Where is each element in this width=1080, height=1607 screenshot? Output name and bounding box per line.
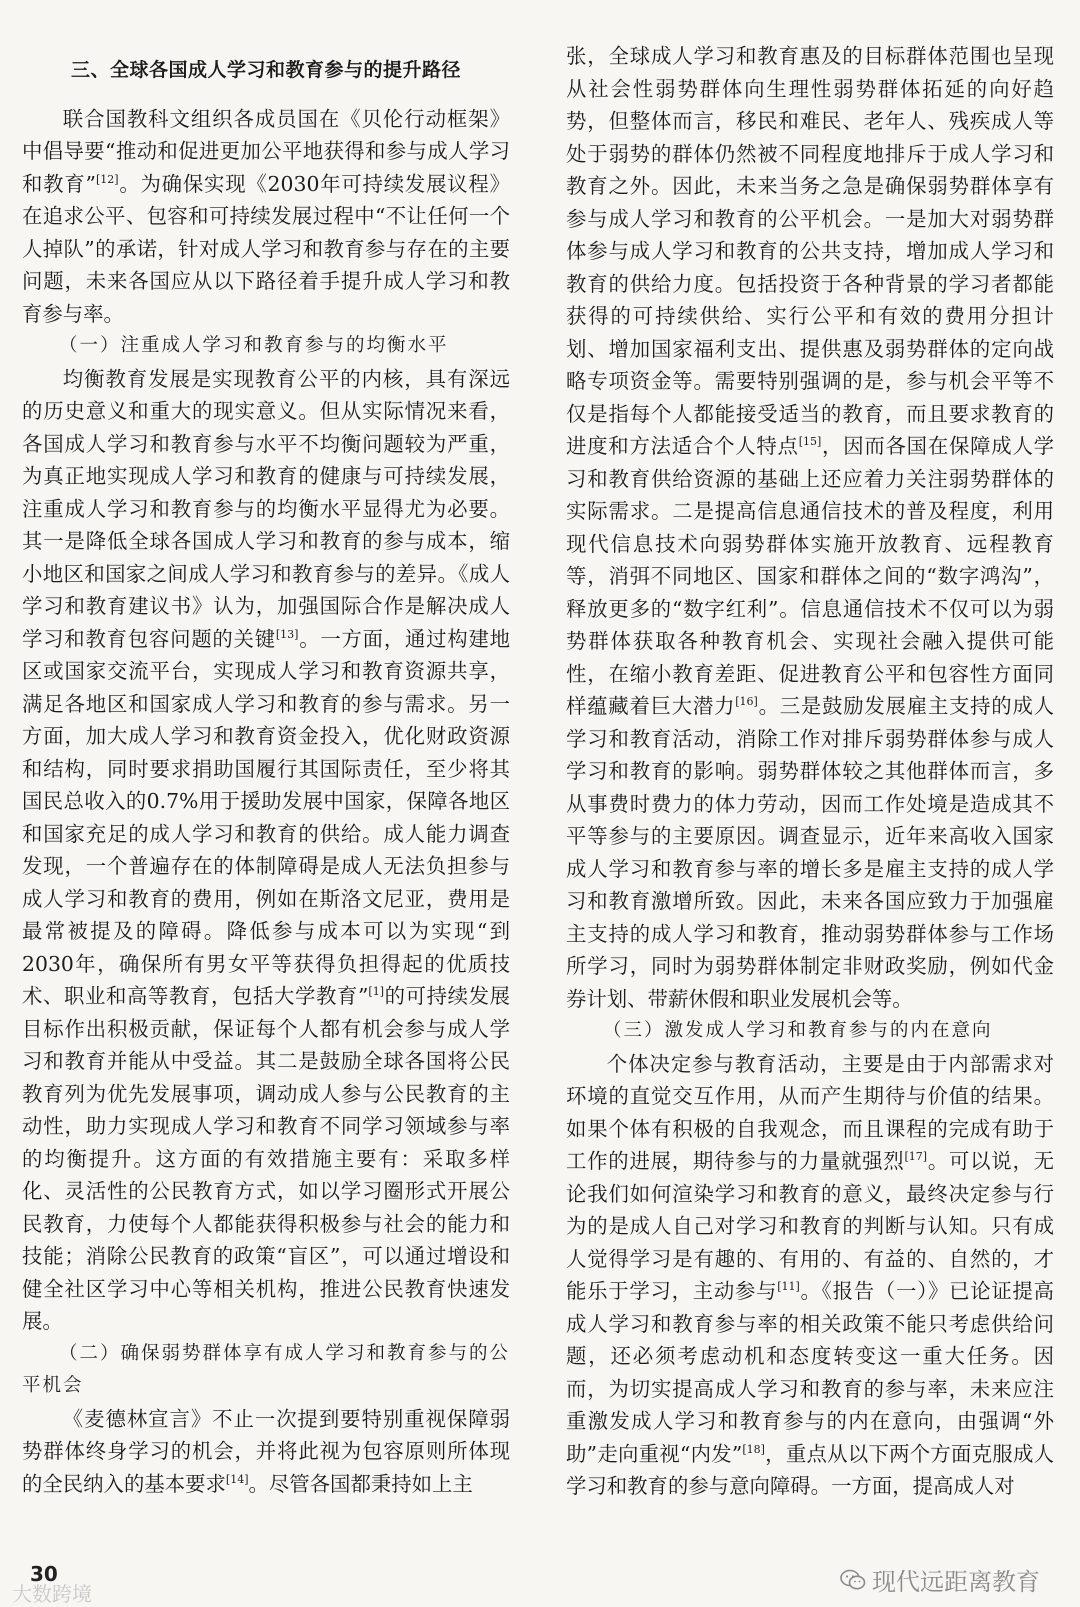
citation-marker: [11] — [777, 1280, 800, 1294]
text-run: 。为确保实现《2030年可持续发展议程》在追求公平、包容和可持续发展过程中“不让任何一个人掉队”的承诺，针对成人学习和教育参与存在的主要问题，未来各国应从以下路径着手提升成人学习和教育参与率。 — [22, 171, 510, 326]
citation-marker: [13] — [275, 627, 299, 641]
text-run: 。尽管各国都秉持如上主 — [248, 1471, 473, 1496]
text-run: ，重点从以下两个方面克服成人学习和教育的参与意向障碍。一方面，提高成人对 — [566, 1441, 1054, 1498]
text-run: 的可持续发展目标作出积极贡献，保证每个人都有机会参与成人学习和教育并能从中受益。其二是鼓励全球各国将公民教育列为优先发展事项，调动成人参与公民教育的主动性，助力实现成人学习和教育不同学习领域参与率的均衡提升。这方面的有效措施主要有：采取多样化、灵活性的公民教育方式，如以学习圈形式开展公民教育，力使每个人都能获得积极参与社会的能力和技能；消除公民教育的政策“盲区”，可以通过增设和健全社区学习中心等相关机构，推进公民教育快速发展。 — [22, 984, 510, 1333]
text-run: 联合国教科文组织各成员国在《贝伦行动框架》中倡导要“推动和促进更加公平地获得和参与成人学习和教育” — [22, 106, 510, 196]
watermark-right-text: 现代远距离教育 — [872, 1568, 1040, 1596]
paragraph — [22, 363, 510, 1338]
wechat-icon — [840, 1569, 866, 1591]
citation-marker: [18] — [742, 1442, 765, 1456]
text-run: 张，全球成人学习和教育惠及的目标群体范围也呈现从社会性弱势群体向生理性弱势群体拓延的向好趋势，但整体而言，移民和难民、老年人、残疾成人等处于弱势的群体仍然被不同程度地排斥于成人学习和教育之外。因此，未来当务之急是确保弱势群体享有参与成人学习和教育的公平机会。一是加大对弱势群体参与成人学习和教育的公共支持，增加成人学习和教育的供给力度。包括投资于各种背景的学习者都能获得的可持续供给、实行公平和有效的费用分担计划、增加国家福利支出、提供惠及弱势群体的定向战略专项资金等。需要特别强调的是，参与机会平等不仅是指每个人都能接受适当的教育，而且要求教育的进度和方法适合个人特点 — [566, 44, 1054, 458]
text-run: 《麦德林宣言》不止一次提到要特别重视保障弱势群体终身学习的机会，并将此视为包容原则所体现的全民纳入的基本要求 — [22, 1406, 510, 1496]
citation-marker: [15] — [798, 435, 822, 449]
citation-marker: [16] — [735, 695, 758, 709]
text-run: 。三是鼓励发展雇主支持的成人学习和教育活动，消除工作对排斥弱势群体参与成人学习和教育的影响。弱势群体较之其他群体而言，多从事费时费力的体力劳动，因而工作处境是造成其不平等参与的主要原因。调查显示，近年来高收入国家成人学习和教育参与率的增长多是雇主支持的成人学习和教育激增所致。因此，未来各国应致力于加强雇主支持的成人学习和教育，推动弱势群体参与工作场所学习，同时为弱势群体制定非财政奖励，例如代金券计划、带薪休假和职业发展机会等。 — [566, 694, 1055, 1011]
watermark-right — [840, 1562, 1040, 1597]
right-column — [566, 40, 1054, 1503]
page-number: 30 — [30, 1562, 58, 1586]
citation-marker: [12] — [95, 172, 119, 186]
text-run: 均衡教育发展是实现教育公平的内核，具有深远的历史意义和重大的现实意义。但从实际情况来看，各国成人学习和教育参与水平不均衡问题较为严重，为真正地实现成人学习和教育的健康与可持续发展，注重成人学习和教育参与的均衡水平显得尤为必要。其一是降低全球各国成人学习和教育的参与成本，缩小地区和国家之间成人学习和教育参与的差异。《成人学习和教育建议书》认为，加强国际合作是解决成人学习和教育包容问题的关键 — [22, 366, 510, 651]
text-run: 。可以说，无论我们如何渲染学习和教育的意义，最终决定参与行为的是成人自己对学习和教育的判断与认知。只有成人觉得学习是有趣的、有用的、有益的、自然的，才能乐于学习，主动参与 — [566, 1149, 1055, 1303]
text-run: ，因而各国在保障成人学习和教育供给资源的基础上还应着力关注弱势群体的实际需求。二是提高信息通信技术的普及程度，利用现代信息技术向弱势群体实施开放教育、远程教育等，消弭不同地区、国家和群体之间的“数字鸿沟”，释放更多的“数字红利”。信息通信技术不仅可以为弱势群体获取各种教育机会、实现社会融入提供可能性，在缩小教育差距、促进教育公平和包容性方面同样蕴藏着巨大潜力 — [566, 434, 1054, 718]
citation-marker: [14] — [225, 1472, 249, 1486]
paragraph — [566, 1048, 1054, 1503]
section-heading: 三、全球各国成人学习和教育参与的提升路径 — [70, 59, 461, 81]
text-run: 个体决定参与教育活动，主要是由于内部需求对环境的直觉交互作用，从而产生期待与价值的结果。如果个体有积极的自我观念，而且课程的完成有助于工作的进展，期待参与的力量就强烈 — [566, 1051, 1054, 1173]
subsection-heading: （一）注重成人学习和教育参与的均衡水平 — [59, 335, 449, 356]
paragraph-continuation — [566, 40, 1054, 1015]
subsection-heading: （三）激发成人学习和教育参与的内在意向 — [603, 1020, 993, 1041]
citation-marker: [17] — [904, 1150, 928, 1164]
paragraph — [22, 1403, 510, 1501]
left-column — [22, 40, 510, 1500]
text-run: 。一方面，通过构建地区或国家交流平台，实现成人学习和教育资源共享，满足各地区和国家成人学习和教育的参与需求。另一方面，加大成人学习和教育资金投入，优化财政资源和结构，同时要求捐助国履行其国际责任，至少将其国民总收入的0.7%用于援助发展中国家，保障各地区和国家充足的成人学习和教育的供给。成人能力调查发现，一个普遍存在的体制障碍是成人无法负担参与成人学习和教育的费用，例如在斯洛文尼亚，费用是最常被提及的障碍。降低参与成本可以为实现“到2030年，确保所有男女平等获得负担得起的优质技术、职业和高等教育，包括大学教育” — [22, 626, 511, 1008]
subsection-heading: （二）确保弱势群体享有成人学习和教育参与的公平机会 — [22, 1342, 511, 1396]
page-footer — [0, 1558, 1080, 1606]
citation-marker: [1] — [368, 985, 384, 999]
text-run: 。《报告（一）》已论证提高成人学习和教育参与率的相关政策不能只考虑供给问题，还必须考虑动机和态度转变这一重大任务。因而，为切实提高成人学习和教育的参与率，未来应注重激发成人学习和教育参与的内在意向，由强调“外助”走向重视“内发” — [566, 1279, 1054, 1466]
paragraph — [22, 103, 510, 331]
watermark-left: 大数跨境 — [12, 1582, 92, 1606]
